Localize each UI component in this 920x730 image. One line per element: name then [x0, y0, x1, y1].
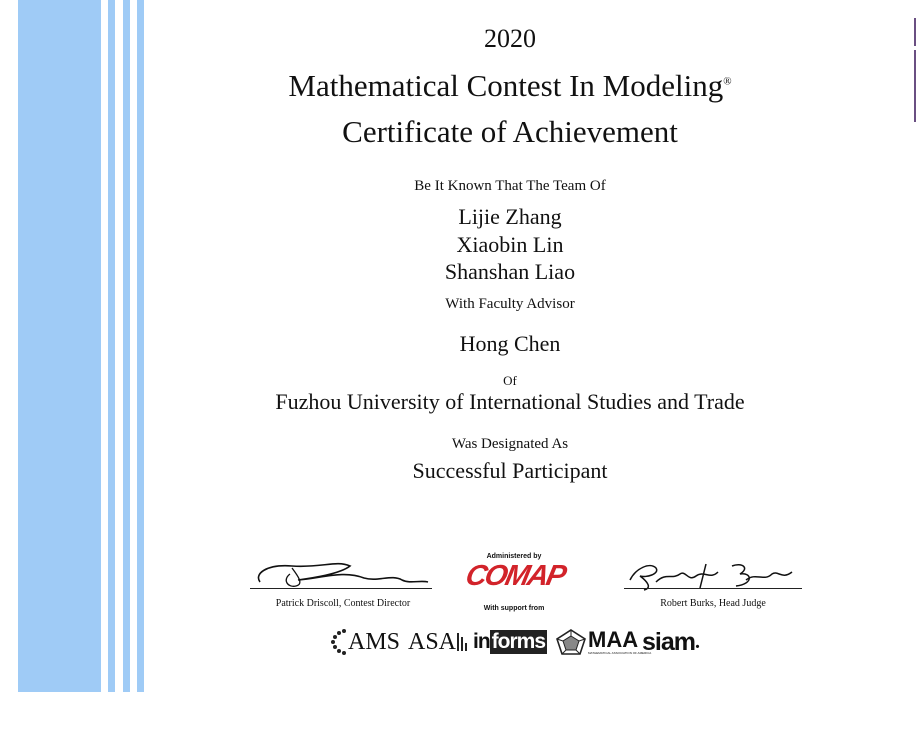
- institution-name: Fuzhou University of International Studies and Trade: [275, 389, 745, 414]
- informs-in: in: [473, 630, 490, 653]
- certificate-title: Certificate of Achievement: [342, 114, 678, 149]
- designated-line: Was Designated As: [451, 436, 569, 452]
- asa-text: ASA: [408, 628, 457, 655]
- comap-logo: COMAP: [462, 560, 568, 592]
- advisor-name: Hong Chen: [459, 331, 561, 356]
- team-member: Shanshan Liao: [444, 259, 576, 284]
- director-signature-line: [250, 588, 432, 589]
- advisor-line: With Faculty Advisor: [445, 296, 575, 312]
- maa-subtitle: MATHEMATICAL ASSOCIATION OF AMERICA: [588, 651, 652, 655]
- maa-text: MAA: [588, 627, 639, 652]
- siam-logo: [642, 624, 700, 660]
- ams-text: AMS: [348, 628, 401, 655]
- contest-name: [0, 68, 920, 104]
- known-line: Be It Known That The Team Of: [414, 178, 606, 194]
- director-label: Patrick Driscoll, Contest Director: [275, 598, 411, 609]
- certificate-year: 2020: [484, 24, 536, 53]
- informs-logo: [473, 624, 547, 660]
- administered-by: Administered by: [486, 553, 542, 560]
- team-member: Xiaobin Lin: [456, 232, 564, 257]
- asa-logo: [408, 624, 468, 660]
- of-line: Of: [503, 373, 517, 388]
- maa-polyhedron-icon: [556, 629, 586, 655]
- maa-logo: [556, 624, 651, 660]
- registered-mark: ®: [723, 75, 732, 88]
- siam-dot: .: [694, 630, 700, 653]
- siam-text: siam: [642, 627, 695, 656]
- with-support-from: With support from: [483, 605, 545, 612]
- head-judge-signature-line: [624, 588, 802, 589]
- director-signature: [252, 556, 432, 592]
- team-member: Lijie Zhang: [458, 204, 562, 229]
- ams-dots-icon: [330, 628, 348, 656]
- designation: Successful Participant: [412, 458, 608, 483]
- contest-name-text: Mathematical Contest In Modeling: [288, 68, 724, 103]
- head-judge-label: Robert Burks, Head Judge: [660, 598, 766, 609]
- informs-forms: forms: [491, 630, 546, 653]
- ams-logo: [330, 624, 400, 660]
- asa-bars-icon: [456, 631, 468, 653]
- head-judge-signature: [626, 558, 798, 592]
